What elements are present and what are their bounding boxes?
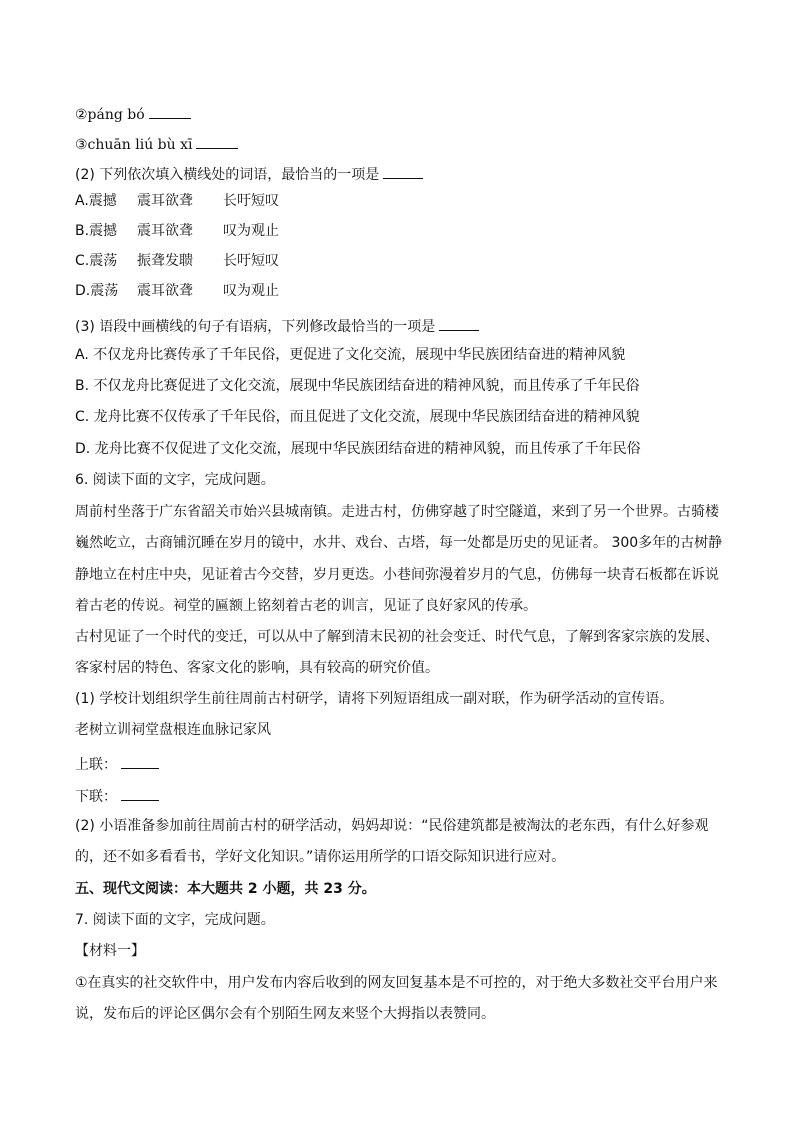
option-c <box>75 252 279 270</box>
choice-b: B. 不仅龙舟比赛促进了文化交流，展现中华民族团结奋进的精神风貌，而且传承了千年民俗 <box>75 378 640 394</box>
answer-blank <box>149 104 191 119</box>
option-words-2: 震耳欲聋 <box>137 193 193 209</box>
answer-blank <box>121 754 159 769</box>
option-words-2: 振聋发聩 <box>137 253 193 269</box>
option-label-words-1: B.震撼 <box>75 223 118 239</box>
question-6-2: (2) 小语准备参加前往周前古村的研学活动，妈妈却说：“民俗建筑都是被淘汰的老东西，有什么好参观 <box>75 818 709 834</box>
sub-question-3 <box>75 316 479 336</box>
option-b <box>75 222 279 240</box>
answer-blank <box>383 164 423 179</box>
shanglian-label: 上联： <box>75 757 117 773</box>
choice-c: C. 龙舟比赛不仅传承了千年民俗，而且促进了文化交流，展现中华民族团结奋进的精神风貌 <box>75 409 640 425</box>
option-words-3: 叹为观止 <box>223 283 279 299</box>
question-6-1: (1) 学校计划组织学生前往周前古村研学，请将下列短语组成一副对联，作为研学活动的宣传语。 <box>75 691 674 707</box>
passage-line: 古村见证了一个时代的变迁，可以从中了解到清末民初的社会变迁、时代气息，了解到客家宗族的发展、 <box>75 629 719 645</box>
option-d <box>75 282 279 300</box>
sub-question-2 <box>75 164 423 184</box>
passage-line: 客家村居的特色、客家文化的影响，具有较高的研究价值。 <box>75 660 439 676</box>
option-words-3: 叹为观止 <box>223 223 279 239</box>
pinyin-item-2 <box>75 104 191 124</box>
option-label-words-1: D.震荡 <box>75 283 119 299</box>
passage-line: 静地立在村庄中央，见证着古今交替，岁月更迭。小巷间弥漫着岁月的气息，仿佛每一块青石板都在诉说 <box>75 567 719 583</box>
choice-a: A. 不仅龙舟比赛传承了千年民俗，更促进了文化交流，展现中华民族团结奋进的精神风貌 <box>75 347 626 363</box>
xialian-line <box>75 786 159 806</box>
xialian-label: 下联： <box>75 789 117 805</box>
choice-d: D. 龙舟比赛不仅促进了文化交流，展现中华民族团结奋进的精神风貌，而且传承了千年民俗 <box>75 441 641 457</box>
pinyin-text: ②páng bó <box>75 107 145 123</box>
passage-line: 着古老的传说。祠堂的匾额上铭刻着古老的训言，见证了良好家风的传承。 <box>75 598 537 614</box>
passage-line: 巍然屹立，古商铺沉睡在岁月的镜中，水井、戏台、古塔，每一处都是历史的见证者。 300多年的古树静 <box>75 535 723 551</box>
question-text: (2) 下列依次填入横线处的词语，最恰当的一项是 <box>75 167 380 183</box>
question-6-2-cont: 的，还不如多看看书，学好文化知识。”请你运用所学的口语交际知识进行应对。 <box>75 849 566 865</box>
option-words-2: 震耳欲聋 <box>137 223 193 239</box>
option-label-words-1: A.震撼 <box>75 193 117 209</box>
material-1-label: 【材料一】 <box>75 943 145 959</box>
couplet-phrases: 老树立训祠堂盘根连血脉记家风 <box>75 722 271 738</box>
answer-blank <box>121 786 159 801</box>
question-6-heading: 6. 阅读下面的文字，完成问题。 <box>75 472 275 488</box>
option-words-3: 长吁短叹 <box>223 253 279 269</box>
pinyin-item-3 <box>75 134 238 154</box>
question-7-heading: 7. 阅读下面的文字，完成问题。 <box>75 912 275 928</box>
shanglian-line <box>75 754 159 774</box>
material-line: 说，发布后的评论区偶尔会有个别陌生网友来竖个大拇指以表赞同。 <box>75 1006 495 1022</box>
answer-blank <box>196 134 238 149</box>
material-line: ①在真实的社交软件中，用户发布内容后收到的网友回复基本是不可控的，对于绝大多数社交平台用户来 <box>75 975 718 991</box>
question-text: (3) 语段中画横线的句子有语病，下列修改最恰当的一项是 <box>75 319 436 335</box>
option-words-3: 长吁短叹 <box>223 193 279 209</box>
answer-blank <box>439 316 479 331</box>
option-a <box>75 192 279 210</box>
option-words-2: 震耳欲聋 <box>137 283 193 299</box>
pinyin-text: ③chuān liú bù xī <box>75 137 193 153</box>
passage-line: 周前村坐落于广东省韶关市始兴县城南镇。走进古村，仿佛穿越了时空隧道，来到了另一个世界。古骑楼 <box>75 504 719 520</box>
section-5-heading: 五、现代文阅读：本大题共 2 小题，共 23 分。 <box>75 881 376 897</box>
option-label-words-1: C.震荡 <box>75 253 118 269</box>
